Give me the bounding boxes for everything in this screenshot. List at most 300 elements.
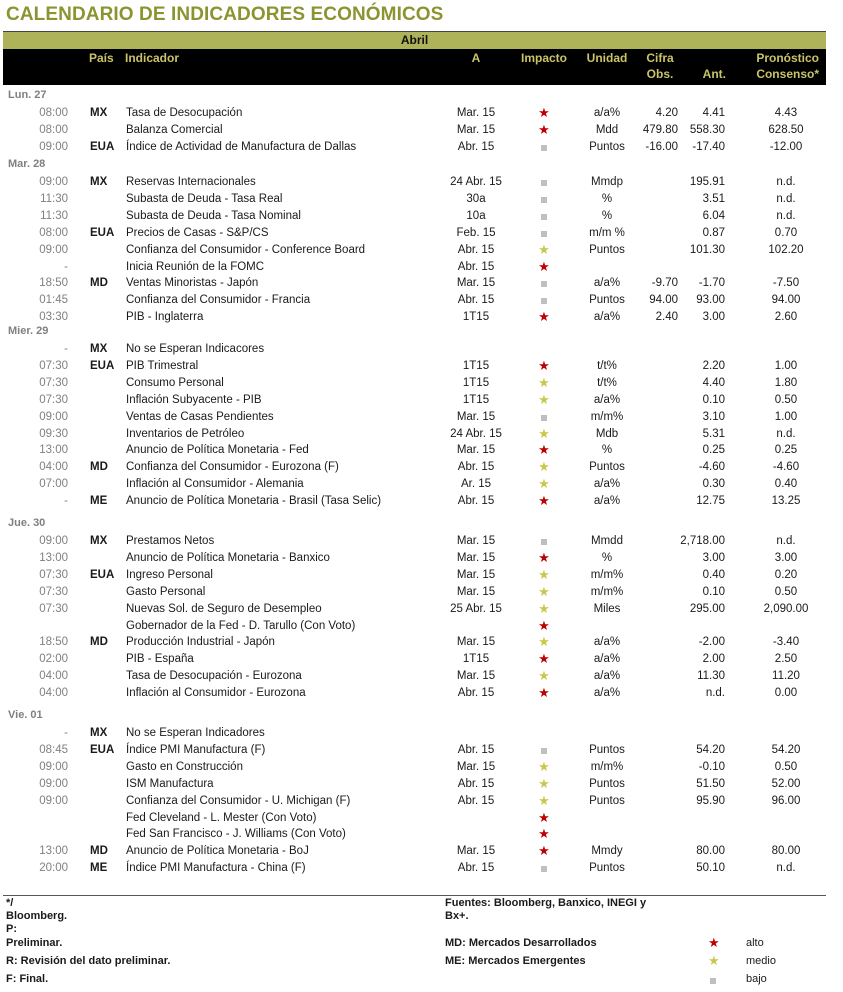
cell-cons: n.d. xyxy=(776,192,796,205)
header-indicador: Indicador xyxy=(125,51,180,65)
page-title: CALENDARIO DE INDICADORES ECONÓMICOS xyxy=(6,4,444,25)
cell-cons: -4.60 xyxy=(772,461,800,474)
day-label: Mier. 29 xyxy=(8,325,49,337)
cell-time: 09:00 xyxy=(39,176,68,188)
cell-time: 09:00 xyxy=(39,410,68,423)
cell-indicator: Gobernador de la Fed - D. Tarullo (Con Voto) xyxy=(126,619,356,632)
table-row xyxy=(0,426,843,443)
cell-indicator: Confianza del Consumidor - Conference Board xyxy=(126,243,366,256)
gray-square-icon xyxy=(541,180,547,186)
impact-cell xyxy=(538,358,550,373)
cell-ant: 6.04 xyxy=(702,209,725,222)
impact-cell xyxy=(538,793,550,808)
red-star-icon: ★ xyxy=(538,258,550,274)
cell-cons: 2,090.00 xyxy=(763,602,809,615)
cell-ant: 51.50 xyxy=(696,777,725,790)
table-row xyxy=(0,139,843,156)
cell-time: - xyxy=(64,495,68,508)
red-star-icon: ★ xyxy=(538,309,550,325)
cell-period: Abr. 15 xyxy=(457,294,495,307)
cell-indicator: Inflación al Consumidor - Eurozona xyxy=(126,687,306,700)
table-row xyxy=(0,309,843,326)
day-label: Vie. 01 xyxy=(8,709,43,721)
yellow-star-icon: ★ xyxy=(538,566,550,582)
red-star-icon: ★ xyxy=(538,651,550,667)
cell-ant: 3.51 xyxy=(702,192,725,205)
cell-unit: m/m% xyxy=(590,585,624,598)
cell-indicator: Gasto en Construcción xyxy=(126,760,243,773)
red-star-icon: ★ xyxy=(708,935,720,950)
cell-indicator: Tasa de Desocupación - Eurozona xyxy=(126,670,302,683)
cell-time: 07:00 xyxy=(39,478,68,491)
me-definition: ME: Mercados Emergentes xyxy=(445,955,586,967)
cell-period: Abr. 15 xyxy=(457,260,495,273)
table-row xyxy=(0,208,843,225)
cell-indicator: Fed Cleveland - L. Mester (Con Voto) xyxy=(126,811,317,824)
cell-unit: a/a% xyxy=(593,636,621,649)
table-row xyxy=(0,533,843,550)
cell-period: Mar. 15 xyxy=(456,444,496,457)
impact-cell xyxy=(538,618,550,633)
cell-ant: 12.75 xyxy=(696,495,725,508)
table-row xyxy=(0,392,843,409)
cell-time: 09:00 xyxy=(39,777,68,790)
table-row xyxy=(0,275,843,292)
cell-unit: a/a% xyxy=(593,311,621,324)
impact-cell xyxy=(538,493,550,508)
cell-ant: -4.60 xyxy=(698,461,725,474)
cell-unit: a/a% xyxy=(593,277,621,290)
cell-unit: Mmdd xyxy=(591,535,623,547)
cell-period: Abr. 15 xyxy=(457,794,495,807)
cell-cons: 628.50 xyxy=(768,123,804,136)
cell-unit: Mmdp xyxy=(591,176,623,188)
cell-indicator: ISM Manufactura xyxy=(126,777,214,790)
impact-cell xyxy=(538,601,550,616)
cell-ant: 2.00 xyxy=(702,653,725,666)
cell-ant: 2.20 xyxy=(702,359,725,372)
header-obs: Obs. xyxy=(646,67,674,81)
yellow-star-icon: ★ xyxy=(538,374,550,390)
cell-time: - xyxy=(64,343,68,355)
cell-cons: 2.60 xyxy=(774,311,798,324)
cell-period: Mar. 15 xyxy=(456,551,496,564)
cell-period: Mar. 15 xyxy=(456,568,496,581)
cell-period: Abr. 15 xyxy=(457,140,495,153)
cell-period: Mar. 15 xyxy=(456,845,496,858)
cell-indicator: Subasta de Deuda - Tasa Real xyxy=(126,192,283,205)
cell-country: ME xyxy=(90,862,108,875)
cell-unit: m/m % xyxy=(589,226,625,239)
cell-cons: n.d. xyxy=(776,535,796,547)
impact-cell xyxy=(538,459,550,474)
impact-cell xyxy=(538,843,550,858)
impact-cell xyxy=(538,259,550,274)
impact-cell xyxy=(538,668,550,683)
red-star-icon: ★ xyxy=(538,685,550,701)
yellow-star-icon: ★ xyxy=(538,792,550,808)
cell-country: EUA xyxy=(90,743,115,756)
cell-time: 20:00 xyxy=(39,862,68,875)
cell-period: Abr. 15 xyxy=(457,495,495,508)
cell-cons: 54.20 xyxy=(771,743,801,756)
cell-unit: Puntos xyxy=(589,777,625,790)
yellow-star-icon: ★ xyxy=(538,775,550,791)
note-final: F: Final. xyxy=(6,973,49,985)
cell-obs: -16.00 xyxy=(645,140,678,153)
cell-cons: 1.00 xyxy=(774,359,798,372)
cell-period: 30a xyxy=(466,192,486,205)
md-definition: MD: Mercados Desarrollados xyxy=(445,937,597,949)
cell-time: 13:00 xyxy=(39,845,68,858)
red-star-icon: ★ xyxy=(538,617,550,633)
red-star-icon: ★ xyxy=(538,105,550,120)
impact-cell xyxy=(538,776,550,791)
impact-cell xyxy=(538,392,550,407)
cell-cons: 2.50 xyxy=(774,653,798,666)
cell-ant: 295.00 xyxy=(689,602,725,615)
cell-period: Mar. 15 xyxy=(456,535,496,547)
red-star-icon: ★ xyxy=(538,843,550,859)
cell-unit: Puntos xyxy=(589,294,625,307)
cell-time: 13:00 xyxy=(39,551,68,564)
cell-indicator: Consumo Personal xyxy=(126,376,224,389)
table-row xyxy=(0,459,843,476)
cell-cons: 4.43 xyxy=(774,107,798,119)
cell-time: 07:30 xyxy=(39,359,68,372)
cell-cons: 0.50 xyxy=(774,393,798,406)
cell-period: 24 Abr. 15 xyxy=(450,427,502,440)
cell-period: Abr. 15 xyxy=(457,243,495,256)
table-row xyxy=(0,759,843,776)
cell-period: Ar. 15 xyxy=(460,478,492,491)
cell-ant: 0.40 xyxy=(702,568,725,581)
cell-time: 08:00 xyxy=(39,107,68,119)
cell-period: 24 Abr. 15 xyxy=(450,176,502,188)
red-star-icon: ★ xyxy=(538,121,550,137)
cell-unit: % xyxy=(601,444,613,457)
cell-indicator: Ingreso Personal xyxy=(126,568,213,581)
cell-country: EUA xyxy=(90,226,115,239)
cell-ant: -2.00 xyxy=(698,636,725,649)
table-row xyxy=(0,601,843,618)
cell-time: - xyxy=(64,260,68,273)
cell-period: Abr. 15 xyxy=(457,461,495,474)
table-row xyxy=(0,685,843,702)
cell-indicator: Prestamos Netos xyxy=(126,535,215,547)
note-footnote-mark: */ xyxy=(6,897,14,909)
table-row xyxy=(0,550,843,567)
header-unidad: Unidad xyxy=(586,51,628,65)
cell-cons: n.d. xyxy=(776,209,796,222)
table-row xyxy=(0,742,843,759)
cell-country: MX xyxy=(90,343,108,355)
cell-indicator: Inflación Subyacente - PIB xyxy=(126,393,262,406)
cell-indicator: Inflación al Consumidor - Alemania xyxy=(126,478,304,491)
cell-cons: 96.00 xyxy=(771,794,801,807)
gray-square-icon xyxy=(710,975,716,987)
cell-time: 09:30 xyxy=(39,427,68,440)
impact-cell xyxy=(538,826,550,841)
day-label: Jue. 30 xyxy=(8,517,46,529)
yellow-star-icon: ★ xyxy=(538,391,550,407)
cell-country: MX xyxy=(90,535,108,547)
cell-indicator: Índice de Actividad de Manufactura de Dallas xyxy=(126,140,357,153)
cell-country: ME xyxy=(90,495,108,508)
cell-indicator: Índice PMI Manufactura (F) xyxy=(126,743,266,756)
cell-indicator: Producción Industrial - Japón xyxy=(126,636,275,649)
cell-ant: 0.30 xyxy=(702,478,725,491)
cell-indicator: Balanza Comercial xyxy=(126,123,223,136)
cell-unit: Puntos xyxy=(589,794,625,807)
note-preliminar: Preliminar. xyxy=(6,937,63,949)
table-row xyxy=(0,375,843,392)
impact-cell xyxy=(538,584,550,599)
yellow-star-icon: ★ xyxy=(538,668,550,684)
gray-square-icon xyxy=(541,866,547,872)
note-revision: R: Revisión del dato preliminar. xyxy=(6,955,171,967)
cell-period: Mar. 15 xyxy=(456,636,496,649)
cell-cons: 0.70 xyxy=(774,226,798,239)
cell-time: 04:00 xyxy=(39,687,68,700)
cell-period: Abr. 15 xyxy=(457,687,495,700)
cell-unit: a/a% xyxy=(593,478,621,491)
cell-ant: 558.30 xyxy=(689,123,725,136)
cell-indicator: Confianza del Consumidor - Francia xyxy=(126,294,311,307)
cell-time: 07:30 xyxy=(39,585,68,598)
cell-ant: 3.00 xyxy=(702,311,725,324)
red-star-icon: ★ xyxy=(538,809,550,825)
cell-ant: -0.10 xyxy=(698,760,725,773)
cell-cons: 94.00 xyxy=(771,294,801,307)
legend-alto: alto xyxy=(746,937,764,949)
cell-time: 07:30 xyxy=(39,393,68,406)
gray-square-icon xyxy=(541,539,547,545)
table-row xyxy=(0,292,843,309)
cell-time: 09:00 xyxy=(39,140,68,153)
header-cifra: Cifra xyxy=(646,51,674,65)
table-row xyxy=(0,826,843,843)
cell-country: EUA xyxy=(90,140,115,153)
cell-unit: m/m% xyxy=(590,568,624,581)
header-pronostico: Pronóstico xyxy=(756,51,819,65)
cell-country: MD xyxy=(90,277,108,290)
cell-time: 11:30 xyxy=(40,192,68,205)
cell-period: Mar. 15 xyxy=(456,410,496,423)
table-row xyxy=(0,476,843,493)
cell-time: 08:45 xyxy=(39,743,68,756)
table-row xyxy=(0,668,843,685)
cell-obs: 4.20 xyxy=(655,107,678,119)
note-p: P: xyxy=(6,923,17,935)
cell-period: Mar. 15 xyxy=(456,107,496,119)
cell-cons: n.d. xyxy=(776,427,796,440)
cell-cons: 0.00 xyxy=(774,687,798,700)
cell-indicator: Fed San Francisco - J. Williams (Con Voto) xyxy=(126,828,346,841)
cell-time: 11:30 xyxy=(40,209,68,222)
yellow-star-icon: ★ xyxy=(538,600,550,616)
cell-ant: 5.31 xyxy=(702,427,725,440)
impact-cell xyxy=(538,375,550,390)
cell-ant: 195.91 xyxy=(689,176,725,188)
red-star-icon: ★ xyxy=(538,357,550,373)
cell-indicator: Confianza del Consumidor - U. Michigan (F) xyxy=(126,794,351,807)
impact-cell xyxy=(538,567,550,582)
cell-ant: 0.10 xyxy=(702,585,725,598)
impact-cell xyxy=(541,191,547,206)
cell-period: Abr. 15 xyxy=(457,743,495,756)
table-row xyxy=(0,358,843,375)
table-row xyxy=(0,493,843,510)
cell-unit: Mdd xyxy=(595,123,619,136)
cell-period: Mar. 15 xyxy=(456,123,496,136)
cell-time: 09:00 xyxy=(39,794,68,807)
cell-cons: -7.50 xyxy=(772,277,800,290)
cell-cons: 1.80 xyxy=(774,376,798,389)
cell-indicator: Subasta de Deuda - Tasa Nominal xyxy=(126,209,301,222)
table-row xyxy=(0,341,843,358)
cell-cons: -3.40 xyxy=(772,636,800,649)
table-row xyxy=(0,725,843,742)
cell-unit: a/a% xyxy=(593,687,621,700)
yellow-star-icon: ★ xyxy=(538,758,550,774)
sources-line-1: Fuentes: Bloomberg, Banxico, INEGI y xyxy=(445,897,647,909)
impact-cell xyxy=(538,242,550,257)
cell-time: 07:30 xyxy=(39,602,68,615)
gray-square-icon xyxy=(541,214,547,220)
cell-ant: 101.30 xyxy=(689,243,725,256)
table-row xyxy=(0,793,843,810)
table-row xyxy=(0,618,843,635)
cell-time: 09:00 xyxy=(39,760,68,773)
cell-country: MD xyxy=(90,636,108,649)
impact-cell xyxy=(541,208,547,223)
header-ant: Ant. xyxy=(702,67,726,81)
cell-country: MX xyxy=(90,107,108,119)
cell-period: 1T15 xyxy=(462,311,490,324)
impact-cell xyxy=(541,742,547,757)
cell-time: 09:00 xyxy=(39,243,68,256)
table-row xyxy=(0,191,843,208)
cell-period: Abr. 15 xyxy=(457,862,495,875)
impact-cell xyxy=(538,634,550,649)
table-row xyxy=(0,843,843,860)
impact-cell xyxy=(538,810,550,825)
impact-cell xyxy=(541,225,547,240)
cell-indicator: Precios de Casas - S&P/CS xyxy=(126,226,269,239)
cell-time: 01:45 xyxy=(39,294,68,307)
cell-period: 25 Abr. 15 xyxy=(450,602,502,615)
header-consenso: Consenso* xyxy=(756,67,819,81)
cell-unit: Puntos xyxy=(589,461,625,474)
cell-period: 10a xyxy=(466,209,486,222)
gray-square-icon xyxy=(541,197,547,203)
impact-cell xyxy=(541,275,547,290)
cell-time: 04:00 xyxy=(39,461,68,474)
cell-time: 07:30 xyxy=(39,568,68,581)
cell-ant: 4.40 xyxy=(702,376,725,389)
table-row xyxy=(0,810,843,827)
cell-unit: Puntos xyxy=(589,243,625,256)
cell-obs: 94.00 xyxy=(649,294,678,307)
table-row xyxy=(0,442,843,459)
cell-indicator: Ventas Minoristas - Japón xyxy=(126,277,259,290)
cell-indicator: No se Esperan Indicadores xyxy=(126,727,265,739)
impact-cell xyxy=(538,309,550,324)
impact-cell xyxy=(538,442,550,457)
cell-cons: 102.20 xyxy=(768,243,804,256)
cell-indicator: Reservas Internacionales xyxy=(126,176,256,188)
gray-square-icon xyxy=(541,231,547,237)
day-label: Lun. 27 xyxy=(8,89,47,101)
cell-cons: n.d. xyxy=(776,176,796,188)
impact-cell xyxy=(538,122,550,137)
cell-ant: 0.10 xyxy=(702,393,725,406)
cell-period: Feb. 15 xyxy=(456,226,496,239)
cell-time: 03:30 xyxy=(39,311,68,324)
cell-obs: -9.70 xyxy=(651,277,678,290)
cell-unit: Puntos xyxy=(589,862,625,875)
red-star-icon: ★ xyxy=(538,493,550,509)
cell-indicator: Anuncio de Política Monetaria - Fed xyxy=(126,444,309,457)
cell-indicator: Tasa de Desocupación xyxy=(126,107,243,119)
table-row xyxy=(0,567,843,584)
yellow-star-icon: ★ xyxy=(538,583,550,599)
cell-indicator: Anuncio de Política Monetaria - Brasil (Tasa Selic) xyxy=(126,495,382,508)
cell-unit: a/a% xyxy=(593,393,621,406)
gray-square-icon xyxy=(541,748,547,754)
cell-time: 07:30 xyxy=(39,376,68,389)
legend-medio: medio xyxy=(746,955,776,967)
cell-indicator: Gasto Personal xyxy=(126,585,206,598)
cell-period: Mar. 15 xyxy=(456,670,496,683)
cell-unit: a/a% xyxy=(593,495,621,508)
cell-period: 1T15 xyxy=(462,653,490,666)
cell-cons: 3.00 xyxy=(774,551,798,564)
gray-square-icon xyxy=(541,298,547,304)
cell-unit: Mdb xyxy=(595,427,619,440)
cell-cons: 80.00 xyxy=(771,845,801,858)
month-label: Abril xyxy=(400,33,429,47)
impact-cell xyxy=(538,651,550,666)
cell-time: 18:50 xyxy=(39,636,68,649)
cell-period: 1T15 xyxy=(462,393,490,406)
cell-unit: t/t% xyxy=(597,359,617,372)
impact-cell xyxy=(541,139,547,154)
table-row xyxy=(0,651,843,668)
cell-time: 08:00 xyxy=(39,123,68,136)
table-row xyxy=(0,242,843,259)
cell-country: MD xyxy=(90,845,108,858)
gray-square-icon xyxy=(541,415,547,421)
impact-cell xyxy=(538,476,550,491)
cell-obs: 2.40 xyxy=(655,311,678,324)
yellow-star-icon: ★ xyxy=(708,953,720,968)
cell-country: MX xyxy=(90,176,108,188)
table-row xyxy=(0,122,843,139)
cell-ant: -17.40 xyxy=(692,140,725,153)
cell-country: EUA xyxy=(90,359,115,372)
cell-cons: 0.50 xyxy=(774,760,798,773)
table-row xyxy=(0,174,843,191)
yellow-star-icon: ★ xyxy=(538,476,550,492)
cell-unit: Puntos xyxy=(589,140,625,153)
cell-time: 08:00 xyxy=(39,226,68,239)
cell-obs: 479.80 xyxy=(642,123,678,136)
cell-indicator: Anuncio de Política Monetaria - BoJ xyxy=(126,845,309,858)
cell-indicator: No se Esperan Indicacores xyxy=(126,343,265,355)
cell-time: 13:00 xyxy=(39,444,68,457)
